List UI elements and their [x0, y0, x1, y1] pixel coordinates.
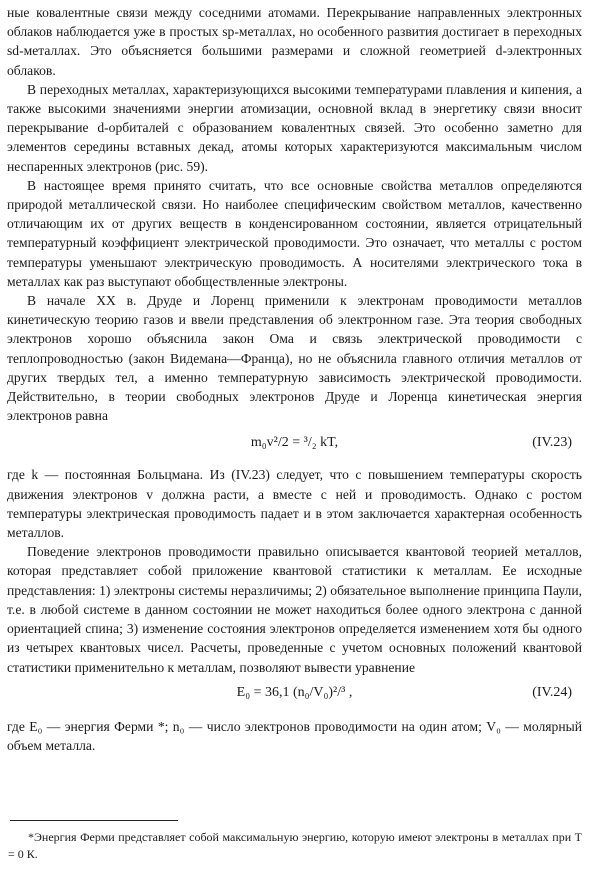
paragraph-3: В настоящее время принято считать, что все основные свойства металлов определяются природой металлической связи. Но наиболее специфическим свойством металлов, качественно отличающим их от других веществ в конденсированном состоянии, является отрицательный температурный коэффициент электрической проводимости. Это означает, что металлы с ростом температуры уменьшают электрическую проводимость. А носителями электрического тока в металлах как раз выступают обобществленные электроны.	[7, 177, 582, 289]
equation-iv-23	[7, 425, 582, 465]
paragraph-1: ные ковалентные связи между соседними атомами. Перекрывание направленных электронных облаков наблюдается уже в простых sp-металлах, но особенного развития достигает в переходных sd-металлах. Это объясняется большими размерами и сложной геометрией d-электронных облаков.	[7, 5, 582, 78]
equation-formula: m₀v²/2 = ³/₂ kT,	[250, 435, 339, 451]
equation-formula: E₀ = 36,1 (n₀/V₀)²/³ ,	[236, 684, 353, 700]
equation-number: (IV.24)	[532, 684, 572, 700]
paragraph-5: где k — постоянная Больцмана. Из (IV.23) следует, что с повышением температуры скорость движения электронов v должна расти, а вместе с ней и проводимость. Однако с ростом температуры электрическая проводимость падает и в этом заключается характерная особенность металлов.	[7, 467, 582, 541]
paragraph-4: В начале XX в. Друде и Лоренц применили к электронам проводимости металлов кинетическую теорию газов и ввели представления об электронном газе. Эта теория свободных электронов хорошо объяснила закон Ома и связь электрической проводимости с теплопроводностью (закон Видемана—Франца), но не объяснила главного отличия металлов от других твердых тел, а именно температурную зависимость электрической проводимости. Действительно, в теории свободных электронов Друде и Лоренца кинетическая энергия электронов равна	[7, 293, 582, 424]
paragraph-2: В переходных металлах, характеризующихся высокими температурами плавления и кипения, а также высокими значениями энергии атомизации, основной вклад в энергетику связи вносит перекрывание d-орбиталей с образованием ковалентных связей. Это особенно заметно для элементов середины вставных декад, атомы которых характеризуются максимальным числом неспаренных электронов (рис. 59).	[7, 81, 582, 174]
equation-number: (IV.23)	[532, 435, 572, 451]
footnote: *Энергия Ферми представляет собой максимальную энергию, которую имеют электроны в металлах при T = 0 К.	[8, 830, 582, 861]
equation-iv-24	[7, 677, 582, 717]
paragraph-6: Поведение электронов проводимости правильно описывается квантовой теорией металлов, которая представляет собой приложение квантовой статистики к металлам. Ее исходные представления: 1) электроны системы неразличимы; 2) обязательное выполнение принципа Паули, т.е. в любой системе в данном состоянии не может находиться более одного электрона с данной ориентацией спина; 3) изменение состояния электронов определяется изменением хотя бы одного из четырех квантовых чисел. Расчеты, проведенные с учетом основных положений квантовой статистики применительно к металлам, позволяют вывести уравнение	[7, 544, 582, 675]
footnote-divider	[10, 820, 178, 821]
paragraph-7: где E₀ — энергия Ферми *; n₀ — число электронов проводимости на один атом; V₀ — молярный объем металла.	[7, 718, 582, 753]
